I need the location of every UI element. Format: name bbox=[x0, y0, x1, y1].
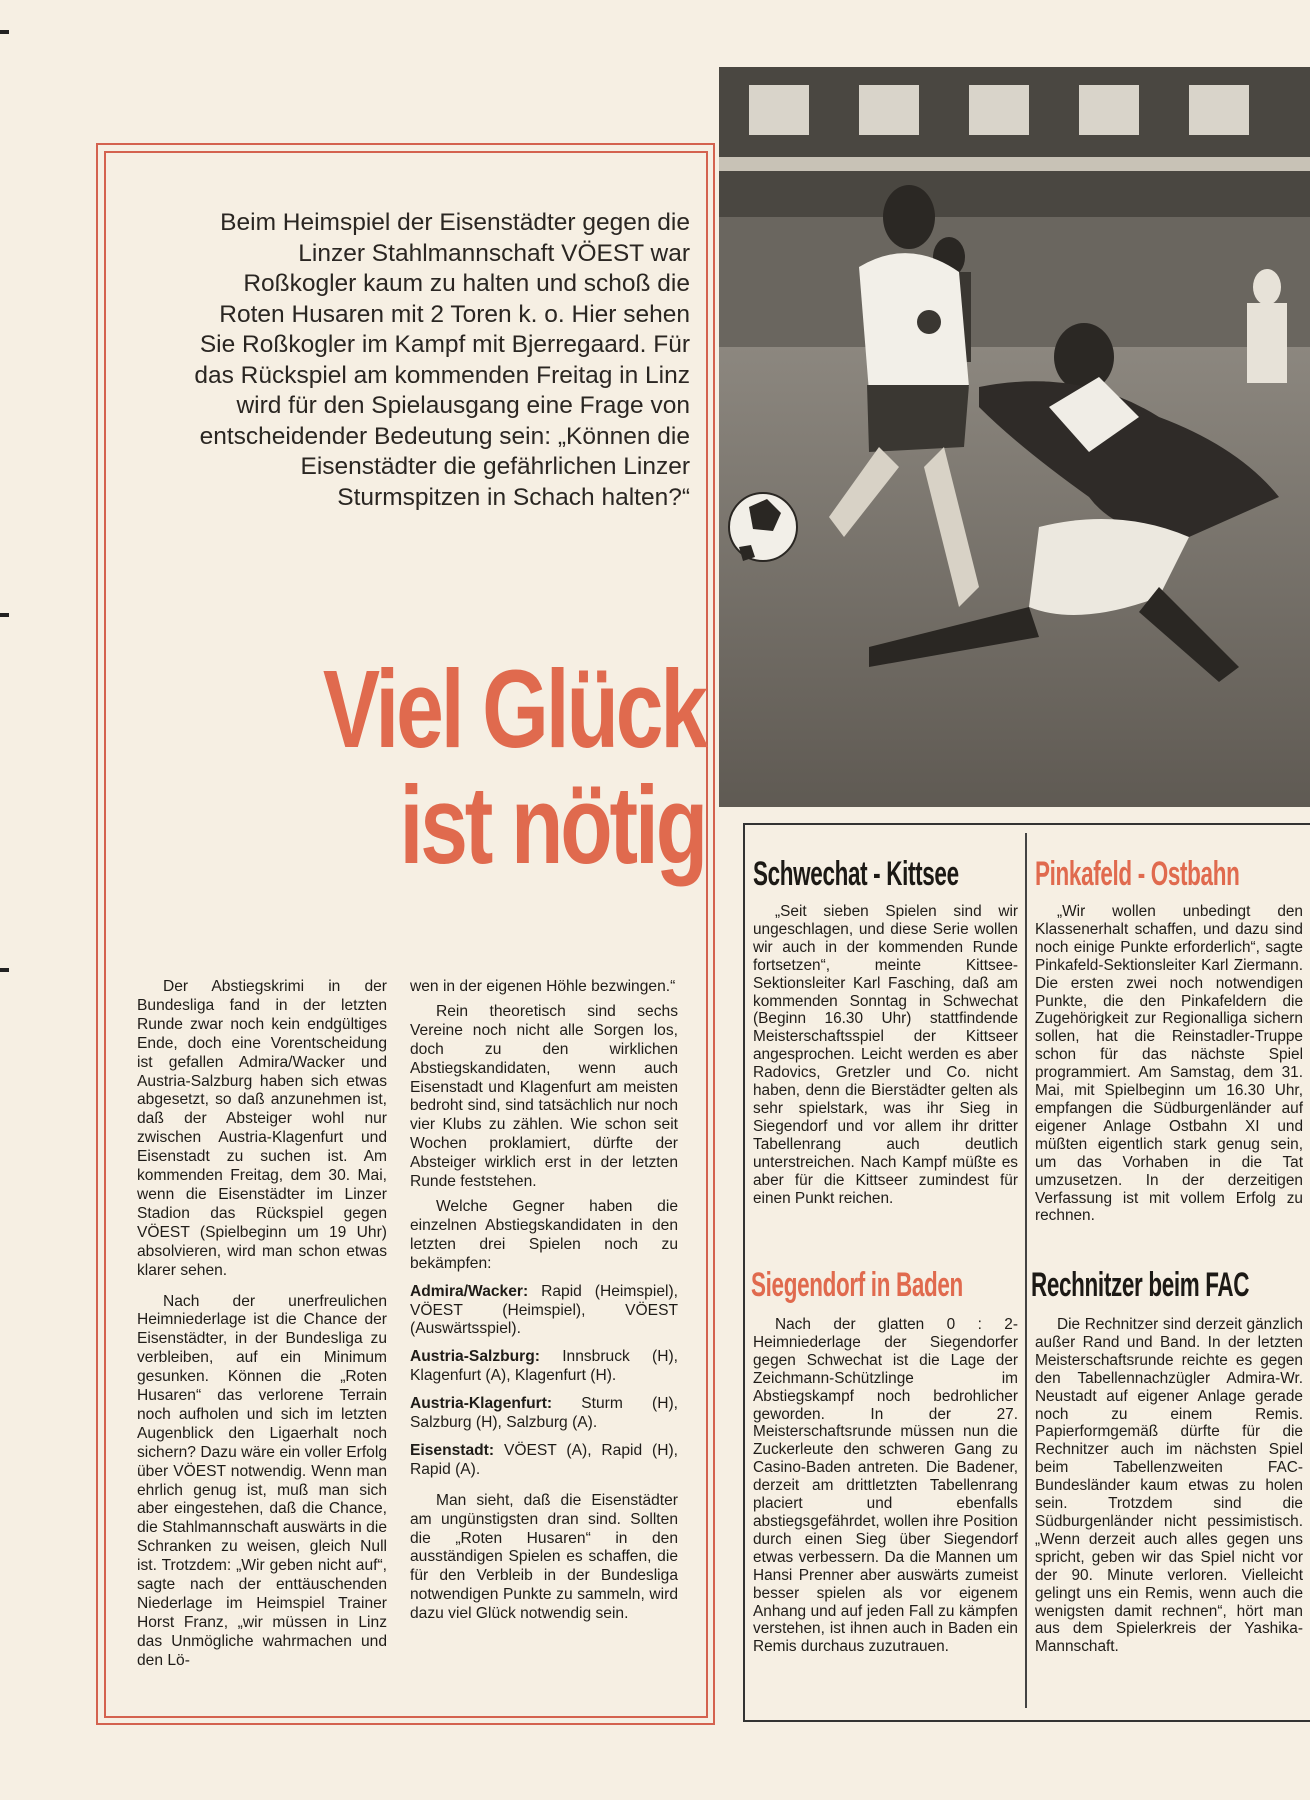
caption-text: Beim Heimspiel der Eisenstädter gegen die Linzer Stahlmannschaft VÖEST war Roßkogler kaum zu halten und schoß die Roten Husaren mit 2 Toren k. o. Hier sehen Sie Roßkogler im Kampf mit Bjerregaard. Für das Rückspiel am kommenden Freitag in Linz wird für den Spielausgang eine Frage von entscheidender Bedeutung sein: „Können die Eisenstädter die gefährlichen Linzer Sturmspitzen in Schach halten?“ bbox=[194, 209, 690, 511]
sidebar-article-pinkafeld bbox=[1035, 903, 1303, 1225]
article-paragraph: Man sieht, daß die Eisenstädter am ungünstigsten dran sind. Sollten die „Roten Husaren“ in den ausständigen Spielen es schaffen, die für den Verbleib in der Bundesliga notwendigen Punkte zu sammeln, wird dazu viel Glück notwendig sein. bbox=[410, 1491, 678, 1623]
fixture-list-item: Admira/Wacker: Rapid (Heimspiel), VÖEST (Heimspiel), VÖEST (Auswärtsspiel). bbox=[410, 1282, 678, 1338]
sidebar-article-schwechat bbox=[753, 903, 1018, 1207]
article-paragraph: wen in der eigenen Höhle bezwingen.“ bbox=[410, 978, 676, 995]
margin-mark bbox=[0, 968, 9, 972]
article-paragraph: Welche Gegner haben die einzelnen Abstiegskandidaten in den letzten drei Spielen noch zu bekämpfen: bbox=[410, 1197, 678, 1272]
sidebar-title-pinkafeld: Pinkafeld - Ostbahn bbox=[1035, 855, 1240, 893]
headline-line-1: Viel Glück bbox=[322, 648, 705, 771]
headline-line-2: ist nötig bbox=[399, 764, 705, 887]
football-photo bbox=[719, 67, 1310, 807]
article-paragraph: Der Abstiegskrimi in der Bundesliga fand in der letzten Runde zwar noch kein endgültiges Ende, doch eine Vorentscheidung ist gefallen Admira/Wacker und Austria-Salzburg haben sich etwas abgesetzt, so daß anzunehmen ist, daß der Absteiger wohl nur zwischen Austria-Klagenfurt und Eisenstadt zu suchen ist. Am kommenden Freitag, dem 30. Mai, wenn die Eisenstädter im Linzer Stadion das Rückspiel gegen VÖEST (Spielbeginn um 19 Uhr) absolvieren, wird man schon etwas klarer sehen. bbox=[137, 978, 387, 1279]
sidebar-title-rechnitz: Rechnitzer beim FAC bbox=[1031, 1266, 1250, 1304]
sidebar-title-schwechat: Schwechat - Kittsee bbox=[753, 855, 959, 893]
fixture-list-item: Austria-Salzburg: Innsbruck (H), Klagenfurt (A), Klagenfurt (H). bbox=[410, 1348, 678, 1385]
article-paragraph: Nach der unerfreulichen Heimniederlage ist die Chance der Eisenstädter, in der Bundesliga zu verbleiben, auf ein Minimum gesunken. Können die „Roten Husaren“ das verlorene Terrain noch aufholen und sich im letzten Augenblick den Ligaerhalt noch sichern? Dazu wäre ein voller Erfolg über VÖEST notwendig. Wenn man ehrlich genug ist, muß man sich aber eingestehen, daß die Chance, die Stahlmannschaft auswärts in die Schranken zu weisen, gleich Null ist. Trotzdem: „Wir geben nicht auf“, sagte nach der enttäuschenden Niederlage im Heimspiel Trainer Horst Franz, „wir müssen in Linz das Unmögliche wahrmachen und den Lö- bbox=[137, 1292, 387, 1669]
fixture-list-item: Eisenstadt: VÖEST (A), Rapid (H), Rapid (A). bbox=[410, 1441, 678, 1478]
sidebar-text-schwechat: „Seit sieben Spielen sind wir ungeschlagen, und diese Serie wollen wir auch in der kommenden Runde fortsetzen“, meinte Kittsee-Sektionsleiter Karl Fasching, daß am kommenden Sonntag in Schwechat (Beginn 16.30 Uhr) stattfindende Meisterschaftsspiel der Kittseer angesprochen. Leicht werden es aber Radovics, Gretzler und Co. nicht haben, denn die Bierstädter gelten als sehr spielstark, was ihr Sieg in Siegendorf und vor allem ihr dritter Tabellenrang auch deutlich unterstreichen. Nach Kampf müßte es aber für die Kittseer zumindest für einen Punkt reichen. bbox=[753, 903, 1018, 1207]
sidebar-article-siegendorf bbox=[753, 1316, 1018, 1656]
article-column-1 bbox=[137, 978, 387, 1677]
margin-mark bbox=[0, 30, 9, 34]
sidebar-text-siegendorf: Nach der glatten 0 : 2-Heimniederlage der Siegendorfer gegen Schwechat ist die Lage der Zeichmann-Schützlinge im Abstiegskampf noch bedrohlicher geworden. In der 27. Meisterschaftsrunde müssen nun die Zuckerleute den schweren Gang zu Casino-Baden antreten. Die Badener, derzeit am drittletzten Tabellenrang placiert und ebenfalls abstiegsgefährdet, wollen ihre Position durch einen Sieg über Siegendorf etwas verbessern. Da die Mannen um Hansi Prenner aber auswärts zumeist besser spielen als vor eigenem Anhang und auf jeden Fall zu kämpfen verstehen, ist ihnen auch in Baden ein Remis durchaus zuzutrauen. bbox=[753, 1316, 1018, 1656]
sidebar-title-siegendorf: Siegendorf in Baden bbox=[751, 1266, 963, 1304]
photo-caption bbox=[180, 208, 690, 513]
sidebar-text-rechnitz: Die Rechnitzer sind derzeit gänzlich außer Rand und Band. In der letzten Meisterschaftsrunde reichte es gegen den Tabellennachzügler Admira-Wr. Neustadt auf eigener Anlage gerade noch zu einem Remis. Papierformgemäß dürfte für die Rechnitzer auch im nächsten Spiel beim Tabellenzweiten FAC-Bundesländer kaum etwas zu holen sein. Trotzdem sind die Südburgenländer nicht pessimistisch. „Wenn derzeit auch alles gegen uns spricht, geben wir das Spiel nicht vor der 90. Minute verloren. Vielleicht gelingt uns ein Remis, wenn auch die wenigsten damit rechnen“, hört man aus dem Spielerkreis der Yashika-Mannschaft. bbox=[1035, 1316, 1303, 1656]
fixture-list-item: Austria-Klagenfurt: Sturm (H), Salzburg (H), Salzburg (A). bbox=[410, 1395, 678, 1432]
headline bbox=[311, 648, 705, 887]
sidebar-divider bbox=[1025, 833, 1027, 1708]
margin-mark bbox=[0, 613, 9, 617]
sidebar-text-pinkafeld: „Wir wollen unbedingt den Klassenerhalt schaffen, und dazu sind noch einige Punkte erforderlich“, sagte Pinkafeld-Sektionsleiter Karl Ziermann. Die ersten zwei noch notwendigen Punkte, die den Pinkafeldern die Zugehörigkeit zur Regionalliga sichern sollen, hat die Reinstadler-Truppe schon für das nächste Spiel programmiert. Am Samstag, dem 31. Mai, mit Spielbeginn um 16.30 Uhr, empfangen die Südburgenländer auf eigener Anlage Ostbahn XI und müßten eigentlich stark genug sein, um das Vorhaben in die Tat umzusetzen. In der derzeitigen Verfassung ist mit vollem Erfolg zu rechnen. bbox=[1035, 903, 1303, 1225]
article-paragraph: Rein theoretisch sind sechs Vereine noch nicht alle Sorgen los, doch zu den wirklichen Abstiegskandidaten, wenn auch Eisenstadt und Klagenfurt am meisten bedroht sind, sind tatsächlich nur noch vier Klubs zu zählen. Wie schon seit Wochen proklamiert, dürfte der Absteiger wirklich erst in der letzten Runde feststehen. bbox=[410, 1002, 678, 1191]
article-column-2 bbox=[410, 978, 678, 1630]
sidebar-article-rechnitz bbox=[1035, 1316, 1303, 1656]
